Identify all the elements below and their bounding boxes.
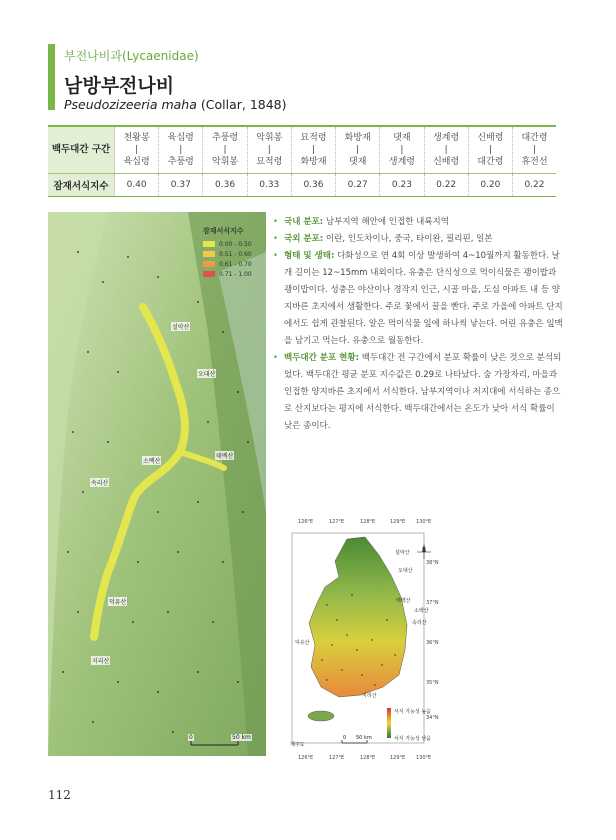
legend-swatch [203, 261, 215, 267]
section-cell [380, 126, 424, 174]
lat-tick: 38°N [426, 560, 439, 566]
legend-item [203, 269, 261, 279]
index-value: 0.36 [203, 174, 247, 197]
index-row [48, 174, 556, 197]
lat-tick: 36°N [426, 640, 439, 646]
legend-item [203, 259, 261, 269]
lon-tick-bottom: 127°E [329, 755, 345, 761]
section-cell [247, 126, 291, 174]
ecology-text: 다화성으로 연 4회 이상 발생하여 4~10월까지 활동한다. 날개 길이는 12~15mm 내외이다. 유충은 단식성으로 먹이식물은 괭이밥과 괭이밥이다. 성충은 야산이나 경작지 인근, 시골 마을, 도심 아파트 내 등 양지바른 초지에서 생활한다. 주로 꽃에서 꿀을 빤다. 주로 가을에 아파트 단지에서도 쉽게 관찰된다. 알은 먹이식물 잎에 하나씩 낳는다. 어린 유충은 잎맥을 남기고 먹는다. 유충으로 월동한다. [284, 251, 563, 346]
baekdudaegan-status [272, 350, 564, 435]
scientific-name-line [64, 97, 287, 112]
north-arrow-icon: N [422, 547, 426, 553]
lon-tick-bottom: 130°E [416, 755, 432, 761]
section-to: 묘적령 [256, 157, 283, 167]
section-separator: | [179, 145, 183, 155]
r-place-songnisan: 속리산 [412, 620, 427, 626]
place-taebaeksan: 태백산 [216, 453, 234, 460]
legend-swatch [203, 241, 215, 247]
lon-tick-top: 130°E [416, 519, 432, 525]
legend-label: 0.61 - 0.70 [219, 260, 252, 268]
legend-title: 잠재서식지수 [203, 227, 244, 235]
section-from: 생계령 [433, 133, 460, 143]
scale-end: 50 km [232, 734, 251, 741]
lon-tick-top: 129°E [390, 519, 406, 525]
lat-tick: 34°N [426, 715, 439, 721]
lon-tick-bottom: 126°E [298, 755, 314, 761]
section-separator: | [488, 145, 492, 155]
foreign-label: 국외 분포: [284, 234, 324, 244]
r-place-odaesan: 오대산 [398, 568, 413, 574]
section-separator: | [444, 145, 448, 155]
place-songnisan: 속리산 [91, 480, 109, 487]
section-cell [512, 126, 556, 174]
legend-item [203, 249, 261, 259]
r-place-deogyusan: 덕유산 [295, 640, 310, 646]
section-to: 생계령 [388, 157, 415, 167]
index-value: 0.23 [380, 174, 424, 197]
page-number: 112 [48, 788, 71, 802]
index-value: 0.37 [159, 174, 203, 197]
legend-low-label: 서식 가능성 낮음 [394, 736, 431, 742]
species-title: 남방부전나비 [64, 75, 175, 97]
family-label: 부전나비과(Lycaenidae) [64, 49, 199, 63]
section-header: 백두대간 구간 [48, 126, 115, 174]
section-from: 댓재 [393, 133, 411, 143]
author-year: (Collar, 1848) [200, 97, 287, 112]
domestic-label: 국내 분포: [284, 217, 324, 227]
r-place-taebaeksan: 태백산 [396, 598, 411, 604]
place-jirisan: 지리산 [92, 658, 110, 665]
legend-item [203, 239, 261, 249]
section-from: 천왕봉 [123, 133, 150, 143]
section-cell [203, 126, 247, 174]
section-from: 대간령 [521, 133, 548, 143]
section-to: 육십령 [123, 157, 150, 167]
place-sobaeksan: 소백산 [143, 458, 161, 465]
ecology-label: 형태 및 생태: [284, 251, 335, 261]
section-to: 악휘봉 [212, 157, 239, 167]
status-label: 백두대간 분포 현황: [284, 353, 360, 363]
lat-tick: 35°N [426, 680, 439, 686]
index-value: 0.22 [424, 174, 468, 197]
section-separator: | [267, 145, 271, 155]
section-cell [424, 126, 468, 174]
section-cell [291, 126, 335, 174]
r-place-sobaeksan: 소백산 [414, 608, 429, 614]
legend-label: 0.71 - 1.00 [219, 270, 252, 278]
scale-start: 0 [189, 734, 193, 741]
section-from: 육십령 [167, 133, 194, 143]
section-separator: | [400, 145, 404, 155]
section-cell [115, 126, 159, 174]
index-value: 0.40 [115, 174, 159, 197]
section-cell [336, 126, 380, 174]
legend-label: 0.51 - 0.60 [219, 250, 252, 258]
section-to: 휴전선 [521, 157, 548, 167]
section-cell [159, 126, 203, 174]
bullet-icon: • [273, 217, 279, 227]
section-cell [468, 126, 512, 174]
section-to: 추풍령 [167, 157, 194, 167]
lon-tick-bottom: 128°E [360, 755, 376, 761]
place-seoraksan: 설악산 [172, 324, 190, 331]
section-separator: | [356, 145, 360, 155]
section-separator: | [532, 145, 536, 155]
section-from: 화방재 [344, 133, 371, 143]
domestic-distribution [272, 214, 564, 231]
section-to: 댓재 [349, 157, 367, 167]
r-scale-end: 50 km [356, 735, 372, 741]
foreign-distribution [272, 231, 564, 248]
domestic-text: 남부지역 해안에 인접한 내륙지역 [325, 217, 449, 227]
section-row [48, 126, 556, 174]
accent-bar [48, 44, 55, 110]
index-header: 잠재서식지수 [48, 174, 115, 197]
legend-high-label: 서식 가능성 높음 [394, 709, 431, 715]
r-place-jirisan: 지리산 [362, 693, 377, 699]
index-value: 0.27 [336, 174, 380, 197]
terrain-map-svg [48, 212, 266, 756]
place-deogyusan: 덕유산 [109, 599, 127, 606]
legend-swatch [203, 251, 215, 257]
lat-tick: 37°N [426, 600, 439, 606]
section-separator: | [311, 145, 315, 155]
section-separator: | [223, 145, 227, 155]
r-place-jejudo: 제주도 [290, 742, 305, 748]
index-value: 0.22 [512, 174, 556, 197]
index-value: 0.20 [468, 174, 512, 197]
index-value: 0.33 [247, 174, 291, 197]
legend-swatch [203, 271, 215, 277]
baekdudaegan-habitat-map [48, 212, 266, 756]
r-place-seoraksan: 설악산 [395, 550, 410, 556]
section-from: 악휘봉 [256, 133, 283, 143]
section-from: 추풍령 [212, 133, 239, 143]
lon-tick-top: 127°E [329, 519, 345, 525]
place-odaesan: 오대산 [198, 371, 216, 378]
section-to: 신배령 [433, 157, 460, 167]
bullet-icon: • [273, 234, 279, 244]
index-value: 0.36 [291, 174, 335, 197]
section-separator: | [135, 145, 139, 155]
foreign-text: 이란, 인도차이나, 중국, 타이완, 필리핀, 일본 [325, 234, 493, 244]
scientific-name: Pseudozizeeria maha [64, 97, 197, 112]
section-from: 신배령 [477, 133, 504, 143]
lon-tick-top: 128°E [360, 519, 376, 525]
r-scale-start: 0 [343, 735, 347, 741]
bullet-icon: • [273, 251, 279, 261]
habitat-index-legend [203, 226, 261, 279]
status-text: 백두대간 전 구간에서 분포 확률이 낮은 것으로 분석되었다. 백두대간 평균 분포 지수값은 0.29로 나타났다. 숲 가장자리, 마을과 인접한 양지바른 초지에서 서식한다. 남부지역이나 저지대에 서식하는 종으로 산지보다는 평지에 서식한다. 백두대간에서는 온도가 낮아 서식 확률이 낮은 종이다. [284, 353, 562, 431]
legend-label: 0.00 - 0.50 [219, 240, 252, 248]
section-to: 대간령 [477, 157, 504, 167]
bullet-icon: • [273, 353, 279, 363]
section-from: 묘적령 [300, 133, 327, 143]
habitat-index-table [48, 125, 556, 197]
morphology-ecology [272, 248, 564, 350]
species-description [272, 214, 564, 435]
lon-tick-top: 126°E [298, 519, 314, 525]
section-to: 화방재 [300, 157, 327, 167]
lon-tick-bottom: 129°E [390, 755, 406, 761]
